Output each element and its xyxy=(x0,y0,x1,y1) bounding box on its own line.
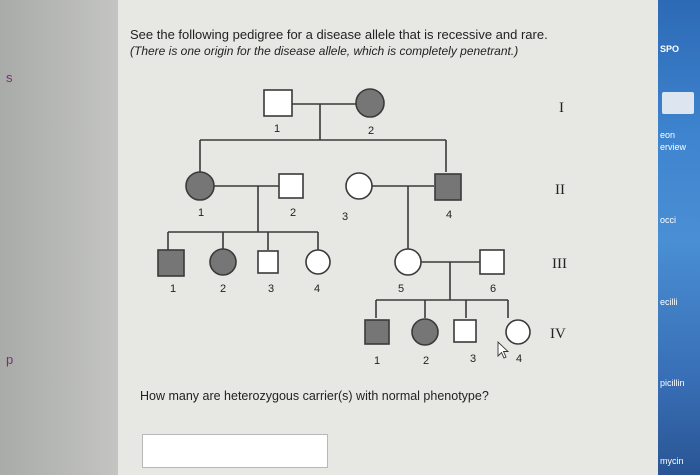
question-title: See the following pedigree for a disease allele that is recessive and rare. xyxy=(130,27,548,42)
sidebar-text: mycin xyxy=(660,456,684,466)
sidebar-text: SPO xyxy=(660,44,680,54)
gen2-ind4-label: 4 xyxy=(446,209,453,221)
gen2-ind4-male-symbol xyxy=(435,174,461,200)
gen3-ind4-label: 4 xyxy=(314,283,321,295)
margin-letter: p xyxy=(6,352,14,367)
document-thumbnail-icon xyxy=(662,92,694,114)
gen2-ind3-label: 3 xyxy=(342,211,349,223)
gen3-ind2-female-symbol xyxy=(210,249,236,275)
mouse-cursor-icon xyxy=(498,342,508,358)
sidebar-text: ecilli xyxy=(660,297,678,307)
gen1-ind1-label: 1 xyxy=(274,123,281,135)
gen1-ind2-female-symbol xyxy=(356,89,384,117)
question-subtitle: (There is one origin for the disease allele, which is completely penetrant.) xyxy=(130,44,519,58)
gen4-ind1-label: 1 xyxy=(374,355,381,367)
pedigree-lines xyxy=(168,104,508,318)
gen4-ind1-male-symbol xyxy=(365,320,389,344)
sidebar-text: occi xyxy=(660,215,677,225)
gen3-ind5-female-symbol xyxy=(395,249,421,275)
gen4-ind2-female-symbol xyxy=(412,319,438,345)
answer-input[interactable] xyxy=(142,434,328,468)
sidebar-text: erview xyxy=(660,142,687,152)
gen3-ind3-male-symbol xyxy=(258,251,278,273)
margin-letter: s xyxy=(6,70,13,85)
background-left xyxy=(0,0,118,475)
gen2-ind1-label: 1 xyxy=(198,207,205,219)
gen4-ind2-label: 2 xyxy=(423,355,430,367)
sidebar-text: picillin xyxy=(660,378,685,388)
gen4-ind3-male-symbol xyxy=(454,320,476,342)
gen2-ind2-label: 2 xyxy=(290,207,297,219)
background-right xyxy=(658,0,700,475)
gen4-ind4-label: 4 xyxy=(516,353,523,365)
gen3-ind2-label: 2 xyxy=(220,283,227,295)
pedigree-chart xyxy=(118,0,658,385)
gen4-ind4-female-symbol xyxy=(506,320,530,344)
generation-label-2: II xyxy=(555,182,565,198)
generation-label-1: I xyxy=(559,100,564,116)
gen3-ind4-female-symbol xyxy=(306,250,330,274)
sidebar-text: eon xyxy=(660,130,676,140)
gen3-ind3-label: 3 xyxy=(268,283,275,295)
gen1-ind2-label: 2 xyxy=(368,125,375,137)
gen4-ind3-label: 3 xyxy=(470,353,477,365)
gen3-ind6-label: 6 xyxy=(490,283,497,295)
generation-label-3: III xyxy=(552,256,567,272)
gen3-ind6-male-symbol xyxy=(480,250,504,274)
gen1-ind1-male-symbol xyxy=(264,90,292,116)
gen2-ind2-male-symbol xyxy=(279,174,303,198)
gen3-ind1-male-symbol xyxy=(158,250,184,276)
generation-label-4: IV xyxy=(550,326,566,342)
question-text: How many are heterozygous carrier(s) with normal phenotype? xyxy=(140,389,489,403)
gen3-ind5-label: 5 xyxy=(398,283,405,295)
gen2-ind1-female-symbol xyxy=(186,172,214,200)
question-panel xyxy=(118,0,658,475)
gen2-ind3-female-symbol xyxy=(346,173,372,199)
gen3-ind1-label: 1 xyxy=(170,283,177,295)
